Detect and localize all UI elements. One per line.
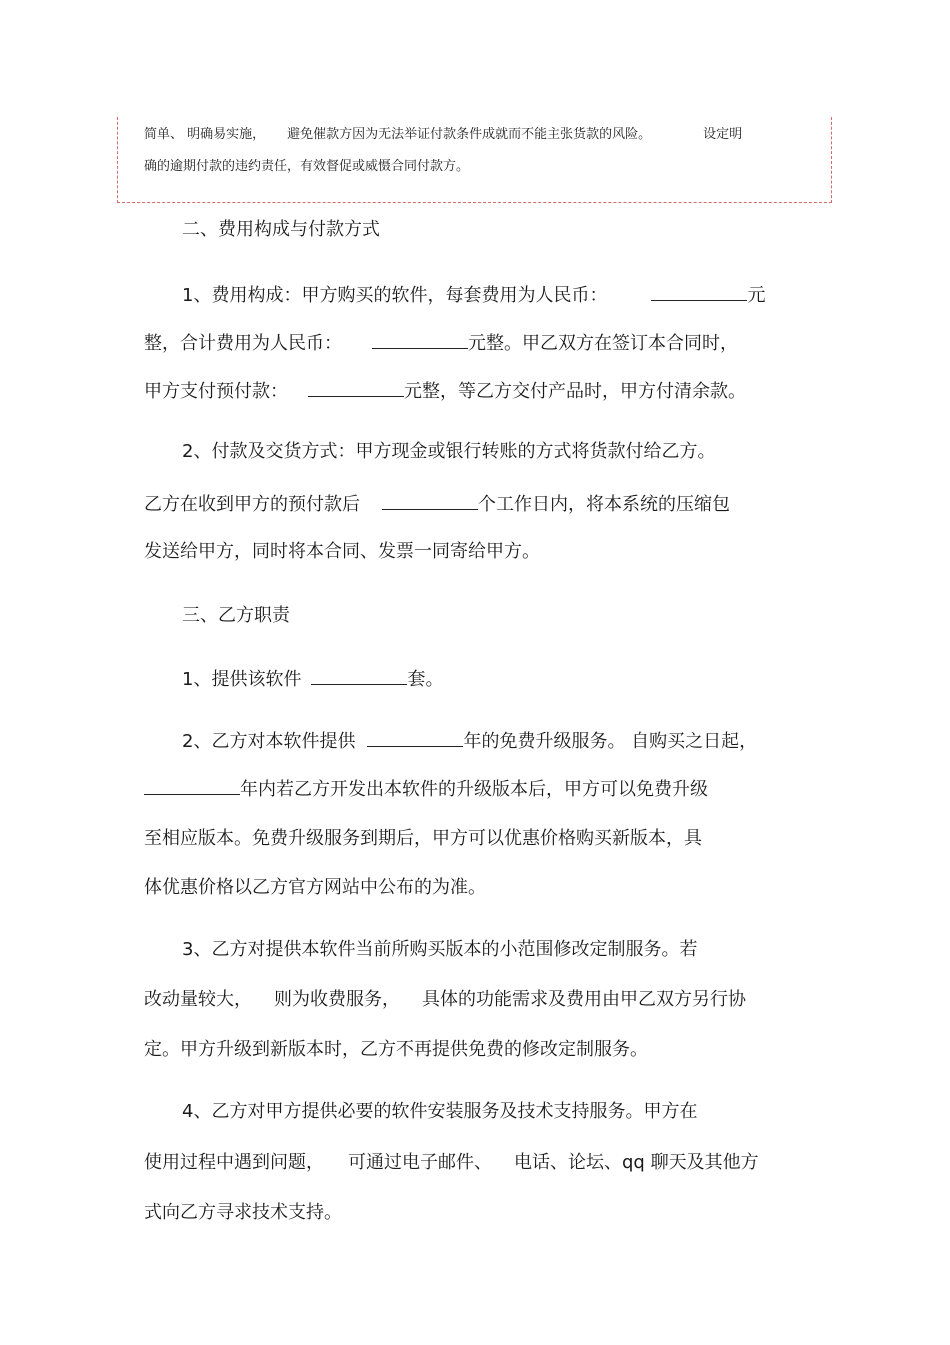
section-3-item-2-line-1 — [182, 728, 757, 754]
section-3-item-3-line-1: 3、乙方对提供本软件当前所购买版本的小范围修改定制服务。若 — [182, 939, 698, 960]
section-2-item-2-line-3: 发送给甲方，同时将本合同、发票一同寄给甲方。 — [144, 541, 540, 562]
section-3-item-2-line-2 — [144, 776, 708, 802]
text: 具体的功能需求及费用由甲乙双方另行协 — [422, 989, 746, 1010]
section-3-item-3-line-2 — [144, 988, 746, 1012]
text: 甲方支付预付款： — [144, 381, 288, 402]
fill-blank[interactable] — [372, 330, 468, 349]
section-3-item-1 — [182, 666, 443, 692]
text: 1、费用构成：甲方购买的软件，每套费用为人民币： — [182, 285, 608, 306]
note-line-2: 确的逾期付款的违约责任，有效督促或威慑合同付款方。 — [144, 159, 470, 174]
text: 改动量较大， — [144, 989, 252, 1010]
section-2-item-2-line-2 — [144, 491, 730, 517]
section-3-heading: 三、乙方职责 — [182, 605, 290, 626]
text: 可通过电子邮件、 — [348, 1152, 492, 1173]
section-3-item-3-line-3: 定。甲方升级到新版本时，乙方不再提供免费的修改定制服务。 — [144, 1039, 648, 1060]
text: 元整。甲乙双方在签订本合同时， — [468, 333, 738, 354]
note-line-1-c: 设定明 — [703, 127, 743, 142]
note-line-1-b: 避免催款方因为无法举证付款条件成就而不能主张货款的风险。 — [287, 127, 652, 142]
text: 1、提供该软件 — [182, 669, 302, 690]
section-3-item-2-line-3: 至相应版本。免费升级服务到期后，甲方可以优惠价格购买新版本，具 — [144, 828, 702, 849]
text: 则为收费服务， — [274, 989, 400, 1010]
section-3-item-4-line-1: 4、乙方对甲方提供必要的软件安装服务及技术支持服务。甲方在 — [182, 1101, 698, 1122]
section-2-item-2-line-1: 2、付款及交货方式：甲方现金或银行转账的方式将货款付给乙方。 — [182, 441, 716, 462]
section-2-item-1-line-1 — [182, 282, 765, 308]
section-3-item-2-line-4: 体优惠价格以乙方官方网站中公布的为准。 — [144, 877, 486, 898]
text: 年的免费升级服务。 自购买之日起， — [463, 731, 758, 752]
section-3-item-4-line-3: 式向乙方寻求技术支持。 — [144, 1202, 342, 1223]
section-3-item-4-line-2 — [144, 1151, 759, 1175]
text: 个工作日内，将本系统的压缩包 — [478, 494, 730, 515]
note-line-1 — [144, 127, 742, 143]
section-2-item-1-line-2 — [144, 330, 738, 356]
fill-blank[interactable] — [311, 666, 407, 685]
text: 套。 — [407, 669, 444, 690]
section-2-item-1-line-3 — [144, 378, 746, 404]
text: 乙方在收到甲方的预付款后 — [144, 494, 360, 515]
text: 电话、论坛、qq 聊天及其他方 — [514, 1152, 759, 1173]
text: 使用过程中遇到问题， — [144, 1152, 324, 1173]
text: 元 — [747, 285, 766, 306]
fill-blank[interactable] — [308, 378, 404, 397]
text: 整，合计费用为人民币： — [144, 333, 342, 354]
text: 元整，等乙方交付产品时，甲方付清余款。 — [404, 381, 746, 402]
text: 2、乙方对本软件提供 — [182, 731, 356, 752]
note-line-1-a: 简单、 明确易实施， — [144, 127, 266, 142]
text: 年内若乙方开发出本软件的升级版本后，甲方可以免费升级 — [240, 779, 708, 800]
note-box — [117, 117, 832, 203]
section-2-heading: 二、费用构成与付款方式 — [182, 219, 380, 240]
fill-blank[interactable] — [382, 491, 478, 510]
fill-blank[interactable] — [144, 776, 240, 795]
fill-blank[interactable] — [651, 282, 747, 301]
fill-blank[interactable] — [367, 728, 463, 747]
